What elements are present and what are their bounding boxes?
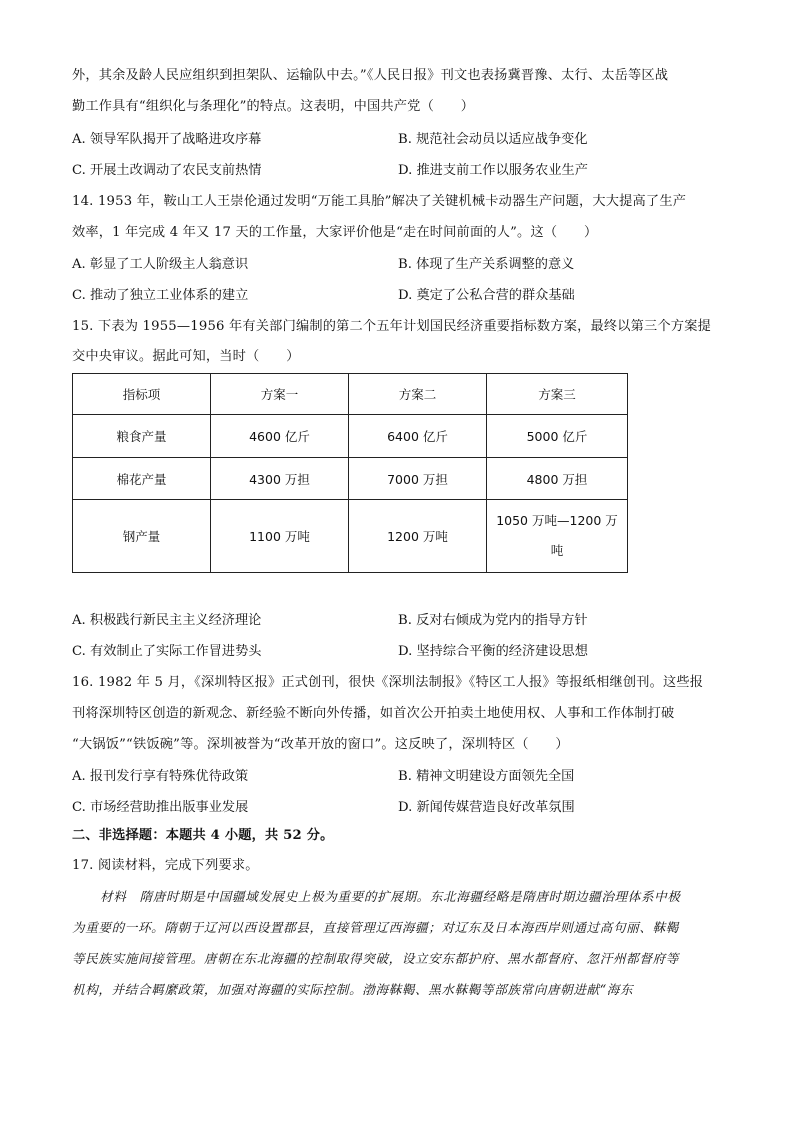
q17-prompt: 17. 阅读材料，完成下列要求。 [72, 858, 259, 873]
q15-option-d: D. 坚持综合平衡的经济建设思想 [398, 644, 588, 659]
q15-stem-line-2: 交中央审议。据此可知，当时（ ） [72, 349, 300, 364]
material-line-3: 等民族实施间接管理。唐朝在东北海疆的控制取得突破，设立安东都护府、黑水都督府、忽汗州都督府等 [72, 951, 679, 966]
table-cell: 钢产量 [73, 500, 211, 573]
table-header-cell: 指标项 [73, 374, 211, 415]
table-cell: 棉花产量 [73, 458, 211, 500]
table-row [73, 415, 628, 458]
table-cell: 5000 亿斤 [487, 415, 628, 458]
q13-option-d: D. 推进支前工作以服务农业生产 [398, 163, 588, 178]
table-cell-line: 吨 [550, 543, 564, 558]
q13-stem-line-2: 勤工作具有“组织化与条理化”的特点。这表明，中国共产党（ ） [72, 99, 475, 114]
q14-option-a: A. 彰显了工人阶级主人翁意识 [72, 257, 249, 272]
q16-stem-line-2: 刊将深圳特区创造的新观念、新经验不断向外传播，如首次公开拍卖土地使用权、人事和工作体制打破 [72, 706, 675, 721]
q14-option-b: B. 体现了生产关系调整的意义 [398, 257, 575, 272]
table-cell: 4300 万担 [211, 458, 349, 500]
table-cell: 粮食产量 [73, 415, 211, 458]
table-header-cell: 方案一 [211, 374, 349, 415]
table-cell: 4600 亿斤 [211, 415, 349, 458]
table-row [73, 500, 628, 573]
table-cell-line: 1050 万吨—1200 万 [496, 513, 618, 528]
q15-option-b: B. 反对右倾成为党内的指导方针 [398, 613, 588, 628]
section-heading: 二、非选择题：本题共 4 小题，共 52 分。 [72, 828, 334, 843]
q13-stem-line-1: 外，其余及龄人民应组织到担架队、运输队中去。”《人民日报》刊文也表扬冀晋豫、太行、太岳等区战 [72, 68, 669, 83]
q15-stem-line-1: 15. 下表为 1955—1956 年有关部门编制的第二个五年计划国民经济重要指标数方案，最终以第三个方案提 [72, 319, 711, 334]
q15-option-c: C. 有效制止了实际工作冒进势头 [72, 644, 262, 659]
q14-stem-line-2: 效率，1 年完成 4 年又 17 天的工作量，大家评价他是“走在时间前面的人”。这（ ） [72, 225, 598, 240]
q16-stem-line-3: “大锅饭”“铁饭碗”等。深圳被誉为“改革开放的窗口”。这反映了，深圳特区（ ） [72, 737, 569, 752]
table-cell: 1200 万吨 [349, 500, 487, 573]
q13-option-b: B. 规范社会动员以适应战争变化 [398, 132, 588, 147]
q13-option-a: A. 领导军队揭开了战略进攻序幕 [72, 132, 262, 147]
q16-option-c: C. 市场经营助推出版事业发展 [72, 800, 249, 815]
plan-table [72, 373, 628, 573]
table-cell: 6400 亿斤 [349, 415, 487, 458]
q16-option-d: D. 新闻传媒营造良好改革氛围 [398, 800, 575, 815]
material-line-1: 材料 隋唐时期是中国疆域发展史上极为重要的扩展期。东北海疆经略是隋唐时期边疆治理体系中极 [100, 889, 681, 904]
table-cell: 1100 万吨 [211, 500, 349, 573]
table-cell [487, 500, 628, 573]
q14-option-d: D. 奠定了公私合营的群众基础 [398, 288, 575, 303]
material-line-4: 机构，并结合羁縻政策，加强对海疆的实际控制。渤海靺鞨、黑水靺鞨等部族常向唐朝进献“海东 [72, 982, 634, 997]
q14-stem-line-1: 14. 1953 年，鞍山工人王崇伦通过发明“万能工具胎”解决了关键机械卡动器生产问题，大大提高了生产 [72, 194, 687, 209]
q15-option-a: A. 积极践行新民主主义经济理论 [72, 613, 262, 628]
q13-option-c: C. 开展土改调动了农民支前热情 [72, 163, 262, 178]
q16-option-a: A. 报刊发行享有特殊优待政策 [72, 769, 249, 784]
material-line-2: 为重要的一环。隋朝于辽河以西设置郡县，直接管理辽西海疆；对辽东及日本海西岸则通过高句丽、靺鞨 [72, 920, 679, 935]
q14-option-c: C. 推动了独立工业体系的建立 [72, 288, 249, 303]
table-row [73, 458, 628, 500]
q16-option-b: B. 精神文明建设方面领先全国 [398, 769, 575, 784]
q16-stem-line-1: 16. 1982 年 5 月，《深圳特区报》正式创刊，很快《深圳法制报》《特区工人报》等报纸相继创刊。这些报 [72, 675, 704, 690]
table-cell: 4800 万担 [487, 458, 628, 500]
table-header-cell: 方案三 [487, 374, 628, 415]
table-cell: 7000 万担 [349, 458, 487, 500]
table-header-row [73, 374, 628, 415]
table-header-cell: 方案二 [349, 374, 487, 415]
